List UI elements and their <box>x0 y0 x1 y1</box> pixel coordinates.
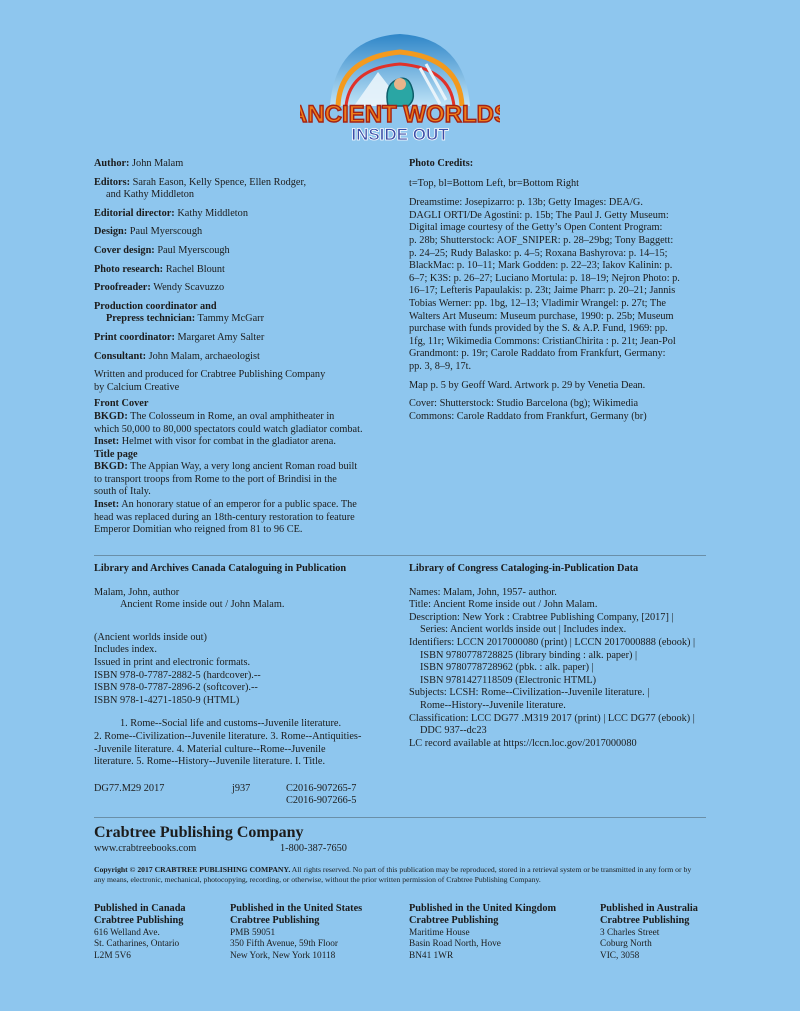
credit-line <box>94 177 394 190</box>
written-by <box>94 369 394 394</box>
title-page-bkgd: to transport troops from Rome to the port of Brindisi in the <box>94 473 337 485</box>
lac-subjects <box>94 718 394 768</box>
credit-entry <box>94 264 394 277</box>
map-credit: Map p. 5 by Geoff Ward. Artwork p. 29 by Venetia Dean. <box>409 379 646 391</box>
cover-credit <box>409 398 719 423</box>
office-company: Crabtree Publishing <box>409 915 499 927</box>
photo-credit-line: 6–7; K3S: p. 26–27; Luciano Mortula: p. 18–19; Nejron Photo: p. <box>409 272 680 284</box>
lac-control-number: C2016-907265-7 <box>286 782 357 794</box>
credit-label: Editorial director: <box>94 207 175 219</box>
photo-credits-body <box>409 197 719 373</box>
credit-value: Kathy Middleton <box>177 207 248 219</box>
credit-label: Print coordinator: <box>94 331 175 343</box>
office-company: Crabtree Publishing <box>230 915 320 927</box>
credit-label: Production coordinator and <box>94 300 217 312</box>
credit-value: Rachel Blount <box>165 263 225 275</box>
lac-notes <box>94 632 394 708</box>
credit-label: Proofreader: <box>94 282 151 294</box>
office-address-line: PMB 59051 <box>230 927 276 938</box>
photo-credit-line: 1fg, 11r; Wikimedia Commons: CristianChirita : p. 21t; Jean-Pol <box>409 335 676 347</box>
front-cover <box>94 398 394 448</box>
publisher-block <box>94 823 704 885</box>
lac-cip <box>94 563 394 809</box>
lac-subject-line: -Juvenile literature. 4. Material culture--Rome--Juvenile <box>94 743 326 755</box>
credit-line <box>94 332 394 345</box>
loc-line: Series: Ancient worlds inside out | Includes index. <box>420 624 627 636</box>
lac-classification <box>94 783 394 809</box>
series-logo-art <box>300 28 500 146</box>
credit-line <box>94 301 394 314</box>
credit-line <box>94 158 394 171</box>
office <box>94 903 186 963</box>
office-heading: Published in the United States <box>230 903 363 914</box>
inset-label: Inset: <box>94 499 120 511</box>
photo-credit-line: Grandmont: p. 19r; Carole Raddato from Frankfurt, Germany: <box>409 348 666 360</box>
lac-author: Malam, John, author <box>94 586 180 598</box>
credit-entry <box>94 208 394 221</box>
credit-entry <box>94 301 394 326</box>
office-company: Crabtree Publishing <box>94 915 184 927</box>
office <box>409 903 556 963</box>
copyright-lead: Copyright © 2017 CRABTREE PUBLISHING COMPANY. <box>94 865 291 874</box>
loc-line: ISBN 9781427118509 (Electronic HTML) <box>420 674 597 686</box>
lac-note: Includes index. <box>94 644 157 656</box>
written-by-line: Written and produced for Crabtree Publishing Company <box>94 369 326 381</box>
inset-label: Inset: <box>94 436 120 448</box>
loc-line: Classification: LCC DG77 .M319 2017 (print) | LCC DG77 (ebook) | <box>409 712 695 724</box>
credit-line <box>94 282 394 295</box>
photo-credit-line: p. 28b; Shutterstock: AOF_SNIPER: p. 28–29bg; Tony Baggett: <box>409 234 674 246</box>
title-page-bkgd: south of Italy. <box>94 486 151 498</box>
front-cover-inset: Helmet with visor for combat in the gladiator arena. <box>121 436 336 448</box>
front-cover-heading: Front Cover <box>94 398 149 410</box>
credit-label: Prepress technician: <box>106 313 196 325</box>
office-company: Crabtree Publishing <box>600 915 690 927</box>
loc-lines <box>409 587 719 751</box>
credit-entry <box>94 332 394 345</box>
credit-label: Design: <box>94 226 128 238</box>
credit-line <box>94 351 394 364</box>
office-heading: Published in Canada <box>94 903 186 914</box>
front-cover-bkgd: which 50,000 to 80,000 spectators could watch gladiator combat. <box>94 423 363 435</box>
publisher-phone: 1-800-387-7650 <box>280 843 347 854</box>
front-cover-bkgd: The Colosseum in Rome, an oval amphitheater in <box>130 410 335 422</box>
photo-credit-line: BlackMac: p. 10–11; Mark Godden: p. 22–23; Iakov Kalinin: p. <box>409 260 673 272</box>
credit-continuation: and Kathy Middleton <box>106 189 195 201</box>
title-page-heading: Title page <box>94 448 138 460</box>
lac-note: ISBN 978-1-4271-1850-9 (HTML) <box>94 694 240 706</box>
publisher-website[interactable]: www.crabtreebooks.com <box>94 843 197 854</box>
office-address-line: 3 Charles Street <box>600 927 660 938</box>
loc-line: Identifiers: LCCN 2017000080 (print) | LCCN 2017000888 (ebook) | <box>409 636 696 648</box>
title-page-inset: An honorary statue of an emperor for a public space. The <box>121 499 357 511</box>
credit-line <box>94 313 394 326</box>
title-page-inset: head was replaced during an 18th-century restoration to feature <box>94 511 355 523</box>
lac-note: ISBN 978-0-7787-2896-2 (softcover).-- <box>94 682 258 694</box>
photo-credit-line: 16–17; Lefteris Papaulakis: p. 23t; Jaime Pharr: p. 20–21; Jannis <box>409 285 676 297</box>
loc-line: ISBN 9780778728962 (pbk. : alk. paper) | <box>420 662 594 674</box>
loc-heading: Library of Congress Cataloging-in-Publication Data <box>409 563 639 574</box>
photo-credits-heading: Photo Credits: <box>409 158 474 169</box>
office-address-line: VIC, 3058 <box>600 951 640 961</box>
office-address-line: 616 Welland Ave. <box>94 927 160 938</box>
lac-note: (Ancient worlds inside out) <box>94 631 207 643</box>
credit-entry <box>94 245 394 258</box>
lac-class-number: DG77.M29 2017 <box>94 782 165 794</box>
photo-credit-line: purchase with funds provided by the S. & A.P. Fund, 1969: pp. <box>409 323 668 335</box>
loc-line: Subjects: LCSH: Rome--Civilization--Juvenile literature. | <box>409 687 650 699</box>
office-heading: Published in Australia <box>600 903 698 914</box>
credit-value: Tammy McGarr <box>197 313 265 325</box>
office <box>230 903 362 963</box>
photo-credit-line: Walters Art Museum: Museum purchase, 1990: p. 25b; Museum <box>409 310 674 322</box>
credit-entry <box>94 177 394 202</box>
credits-column <box>94 158 394 537</box>
photo-credit-line: p. 24–25; Rudy Balasko: p. 4–5; Roxana Bashyrova: p. 14–15; <box>409 247 668 259</box>
credit-entry <box>94 282 394 295</box>
lac-heading: Library and Archives Canada Cataloguing in Publication <box>94 563 347 574</box>
office-address-line: L2M 5V6 <box>94 951 131 961</box>
photo-credits <box>409 158 719 423</box>
logo-line-2: INSIDE OUT <box>351 125 449 144</box>
lac-subject-line: literature. 5. Rome--History--Juvenile literature. I. Title. <box>94 756 326 768</box>
series-logo <box>300 28 500 146</box>
office-address-line: 350 Fifth Avenue, 59th Floor <box>230 939 339 950</box>
copyright-text: All rights reserved. No part of this publication may be reproduced, stored in a retrieval system or be transmitted in any form or by any means, electronic, mechanical, photocopying, recording, or otherwise, without the prior written permission of Crabtree Publishing Company. <box>94 865 692 885</box>
credit-line <box>94 208 394 221</box>
title-page-inset: Emperor Domitian who reigned from 81 to 96 CE. <box>94 524 303 536</box>
lac-note: ISBN 978-0-7787-2882-5 (hardcover).-- <box>94 669 261 681</box>
loc-line: LC record available at https://lccn.loc.gov/2017000080 <box>409 737 637 749</box>
loc-line: Rome--History--Juvenile literature. <box>420 699 566 711</box>
title-page <box>94 449 394 537</box>
loc-line: ISBN 9780778728825 (library binding : alk. paper) | <box>420 649 638 661</box>
credit-entry <box>94 351 394 364</box>
copyright-notice <box>94 865 704 885</box>
loc-line: Title: Ancient Rome inside out / John Malam. <box>409 599 598 611</box>
lac-subject-line: 1. Rome--Social life and customs--Juvenile literature. <box>120 718 342 730</box>
office-address-line: St. Catharines, Ontario <box>94 939 180 950</box>
lac-subject-line: 2. Rome--Civilization--Juvenile literature. 3. Rome--Antiquities- <box>94 730 362 742</box>
loc-line: Names: Malam, John, 1957- author. <box>409 586 557 598</box>
logo-line-1: ANCIENT WORLDS <box>300 101 500 128</box>
office-address-line: Coburg North <box>600 939 652 950</box>
credit-entry <box>94 158 394 171</box>
photo-credit-line: Dreamstime: Josepizarro: p. 13b; Getty Images: DEA/G. <box>409 197 643 209</box>
lac-control-number: C2016-907266-5 <box>286 794 357 806</box>
written-by-line: by Calcium Creative <box>94 381 180 393</box>
divider <box>94 555 706 556</box>
title-page-bkgd: The Appian Way, a very long ancient Roman road built <box>130 461 358 473</box>
bkgd-label: BKGD: <box>94 461 128 473</box>
credit-value: Sarah Eason, Kelly Spence, Ellen Rodger, <box>132 176 307 188</box>
credit-line <box>94 226 394 239</box>
credit-value: John Malam, archaeologist <box>148 350 260 362</box>
photo-credit-line: pp. 3, 8–9, 17t. <box>409 360 472 372</box>
credits-list <box>94 158 394 363</box>
credit-label: Author: <box>94 158 130 169</box>
credit-value: Margaret Amy Salter <box>177 331 265 343</box>
bkgd-label: BKGD: <box>94 410 128 422</box>
office-address-line: New York, New York 10118 <box>230 951 336 961</box>
publisher-contact <box>94 843 704 857</box>
photo-credit-line: Tobias Werner: pp. 1bg, 12–13; Vladimir Wrangel: p. 27t; The <box>409 297 666 309</box>
photo-credit-line: DAGLI ORTI/De Agostini: p. 15b; The Paul J. Getty Museum: <box>409 209 669 221</box>
lac-note: Issued in print and electronic formats. <box>94 656 251 668</box>
loc-cip <box>409 563 719 750</box>
office <box>600 903 698 963</box>
credit-label: Photo research: <box>94 263 164 275</box>
credit-label: Editors: <box>94 176 131 188</box>
credit-value: John Malam <box>132 158 184 169</box>
divider <box>94 817 706 818</box>
loc-line: DDC 937--dc23 <box>420 725 487 737</box>
credit-value: Wendy Scavuzzo <box>153 282 225 294</box>
office-address-line: Basin Road North, Hove <box>409 939 501 950</box>
credit-value: Paul Myerscough <box>129 226 203 238</box>
loc-line: Description: New York : Crabtree Publishing Company, [2017] | <box>409 611 674 623</box>
lac-dewey: j937 <box>232 782 251 794</box>
credit-label: Consultant: <box>94 350 147 362</box>
credit-line <box>94 264 394 277</box>
cover-credit-line: Commons: Carole Raddato from Frankfurt, Germany (br) <box>409 410 647 422</box>
cover-credit-line: Cover: Shutterstock: Studio Barcelona (bg); Wikimedia <box>409 398 639 410</box>
lac-title: Ancient Rome inside out / John Malam. <box>120 599 285 611</box>
photo-credits-key: t=Top, bl=Bottom Left, br=Bottom Right <box>409 177 580 189</box>
credit-value: Paul Myerscough <box>157 244 230 256</box>
credit-label: Cover design: <box>94 244 155 256</box>
office-address-line: Maritime House <box>409 927 470 938</box>
credit-line <box>94 245 394 258</box>
publisher-name: Crabtree Publishing Company <box>94 824 304 841</box>
photo-credit-line: Digital image courtesy of the Getty’s Open Content Program: <box>409 222 663 234</box>
office-address-line: BN41 1WR <box>409 951 454 961</box>
office-heading: Published in the United Kingdom <box>409 903 557 914</box>
credit-entry <box>94 226 394 239</box>
